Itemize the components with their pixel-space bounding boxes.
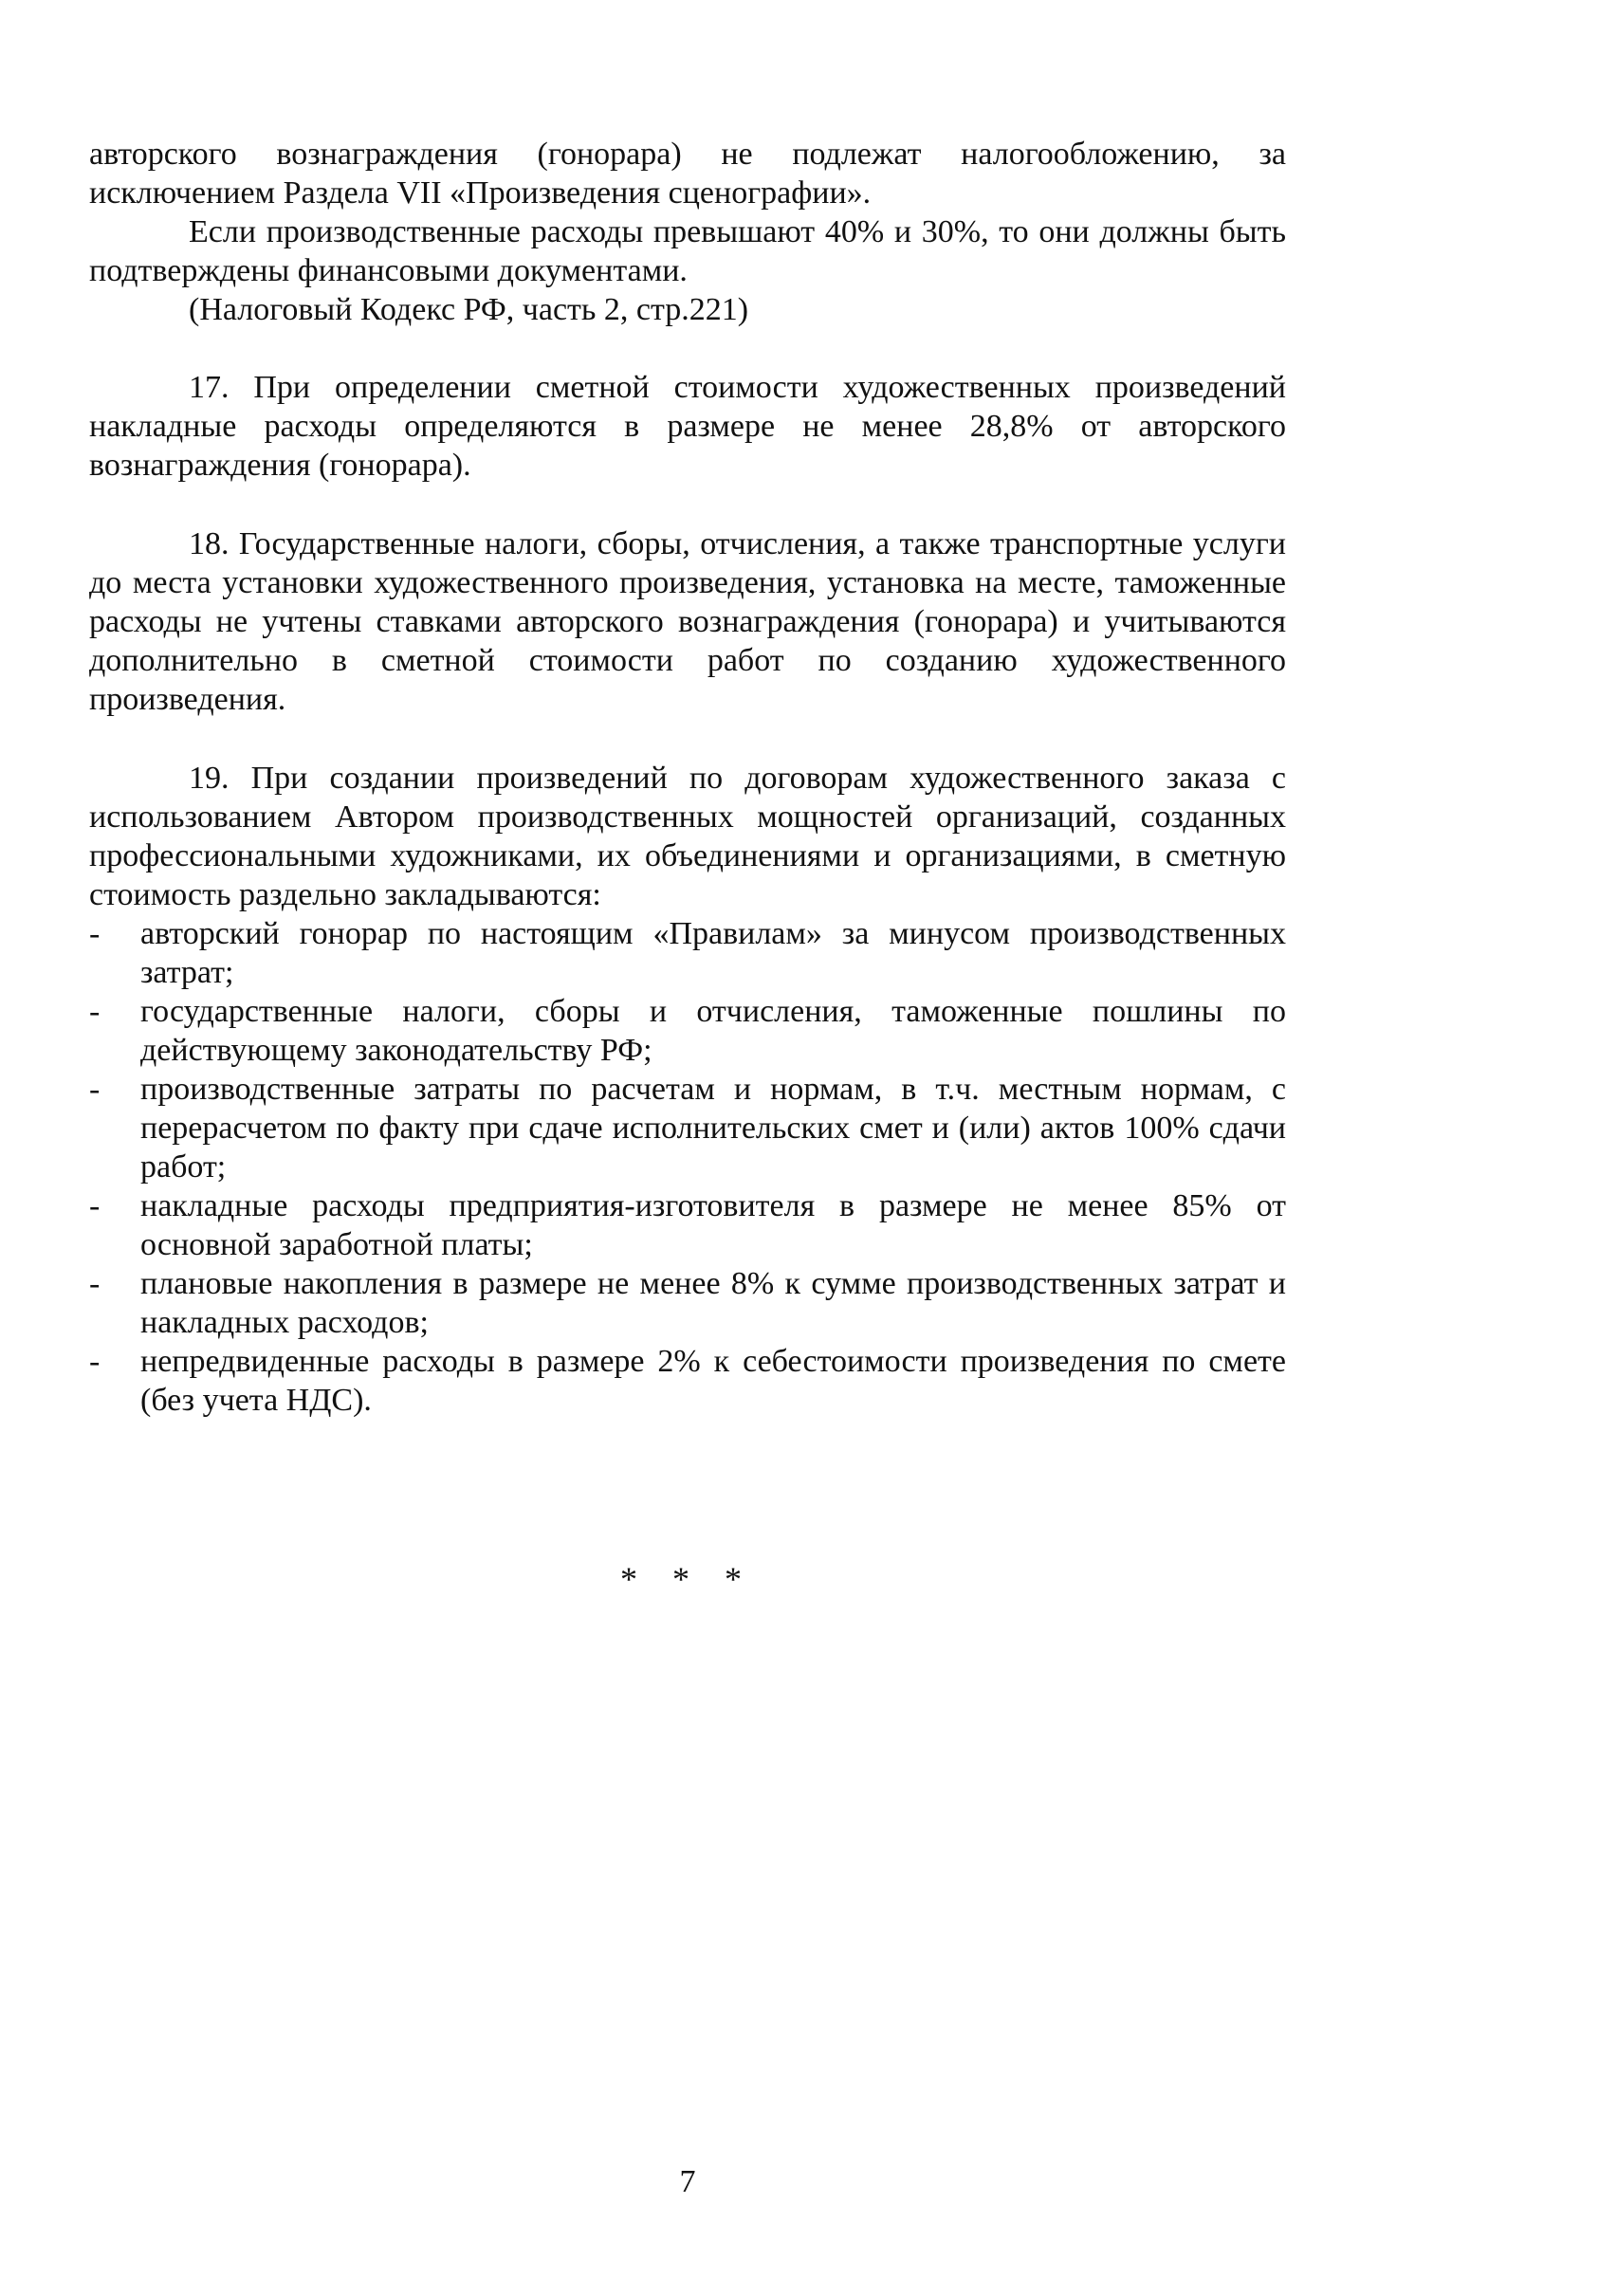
paragraph-item-19-intro: 19. При создании произведений по договорам художественного заказа с использованием Автором производственных мощностей организаций, созданных профессиональными художниками, их объединениями и организациями, в сметную стоимость раздельно закладываются: — [89, 761, 1286, 912]
dash-bullet: - — [89, 1072, 101, 1107]
list-item — [89, 1186, 1286, 1264]
dash-bullet: - — [89, 1344, 101, 1379]
dash-bullet: - — [89, 1266, 101, 1301]
section-item-18 — [89, 524, 1286, 719]
tax-code-citation: (Налоговый Кодекс РФ, часть 2, стр.221) — [189, 292, 749, 327]
list-item-text: накладные расходы предприятия-изготовителя в размере не менее 85% от основной заработной платы; — [140, 1188, 1286, 1262]
paragraph-item-18: 18. Государственные налоги, сборы, отчисления, а также транспортные услуги до места установки художественного произведения, установка на месте, таможенные расходы не учтены ставками авторского вознаграждения (гонорара) и учитываются дополнительно в сметной стоимости работ по созданию художественного произведения. — [89, 526, 1286, 717]
dash-bullet: - — [89, 994, 101, 1029]
list-item-text: непредвиденные расходы в размере 2% к себестоимости произведения по смете (без учета НДС). — [140, 1344, 1286, 1418]
section-separator: * * * — [620, 1560, 755, 1598]
dash-bullet: - — [89, 1188, 101, 1223]
list-item-text: государственные налоги, сборы и отчисления, таможенные пошлины по действующему законодательству РФ; — [140, 994, 1286, 1068]
list-item — [89, 1342, 1286, 1420]
list-item — [89, 992, 1286, 1070]
paragraph-item-17: 17. При определении сметной стоимости художественных произведений накладные расходы определяются в размере не менее 28,8% от авторского вознаграждения (гонорара). — [89, 370, 1286, 483]
paragraph-production-expenses: Если производственные расходы превышают 40% и 30%, то они должны быть подтверждены финансовыми документами. — [89, 214, 1286, 288]
list-item — [89, 1070, 1286, 1186]
list-item-text: производственные затраты по расчетам и нормам, в т.ч. местным нормам, с перерасчетом по факту при сдаче исполнительских смет и (или) актов 100% сдачи работ; — [140, 1072, 1286, 1185]
section-item-19 — [89, 759, 1286, 1420]
dash-bullet: - — [89, 916, 101, 951]
list-item — [89, 1264, 1286, 1342]
page-number: 7 — [679, 2164, 696, 2199]
list-item — [89, 914, 1286, 992]
section-item-17 — [89, 368, 1286, 485]
section-block-continuation — [89, 135, 1286, 329]
cost-components-list — [89, 914, 1286, 1420]
paragraph-continuation: авторского вознаграждения (гонорара) не подлежат налогообложению, за исключением Раздела VII «Произведения сценографии». — [89, 137, 1286, 211]
list-item-text: плановые накопления в размере не менее 8% к сумме производственных затрат и накладных расходов; — [140, 1266, 1286, 1340]
list-item-text: авторский гонорар по настоящим «Правилам» за минусом производственных затрат; — [140, 916, 1286, 990]
